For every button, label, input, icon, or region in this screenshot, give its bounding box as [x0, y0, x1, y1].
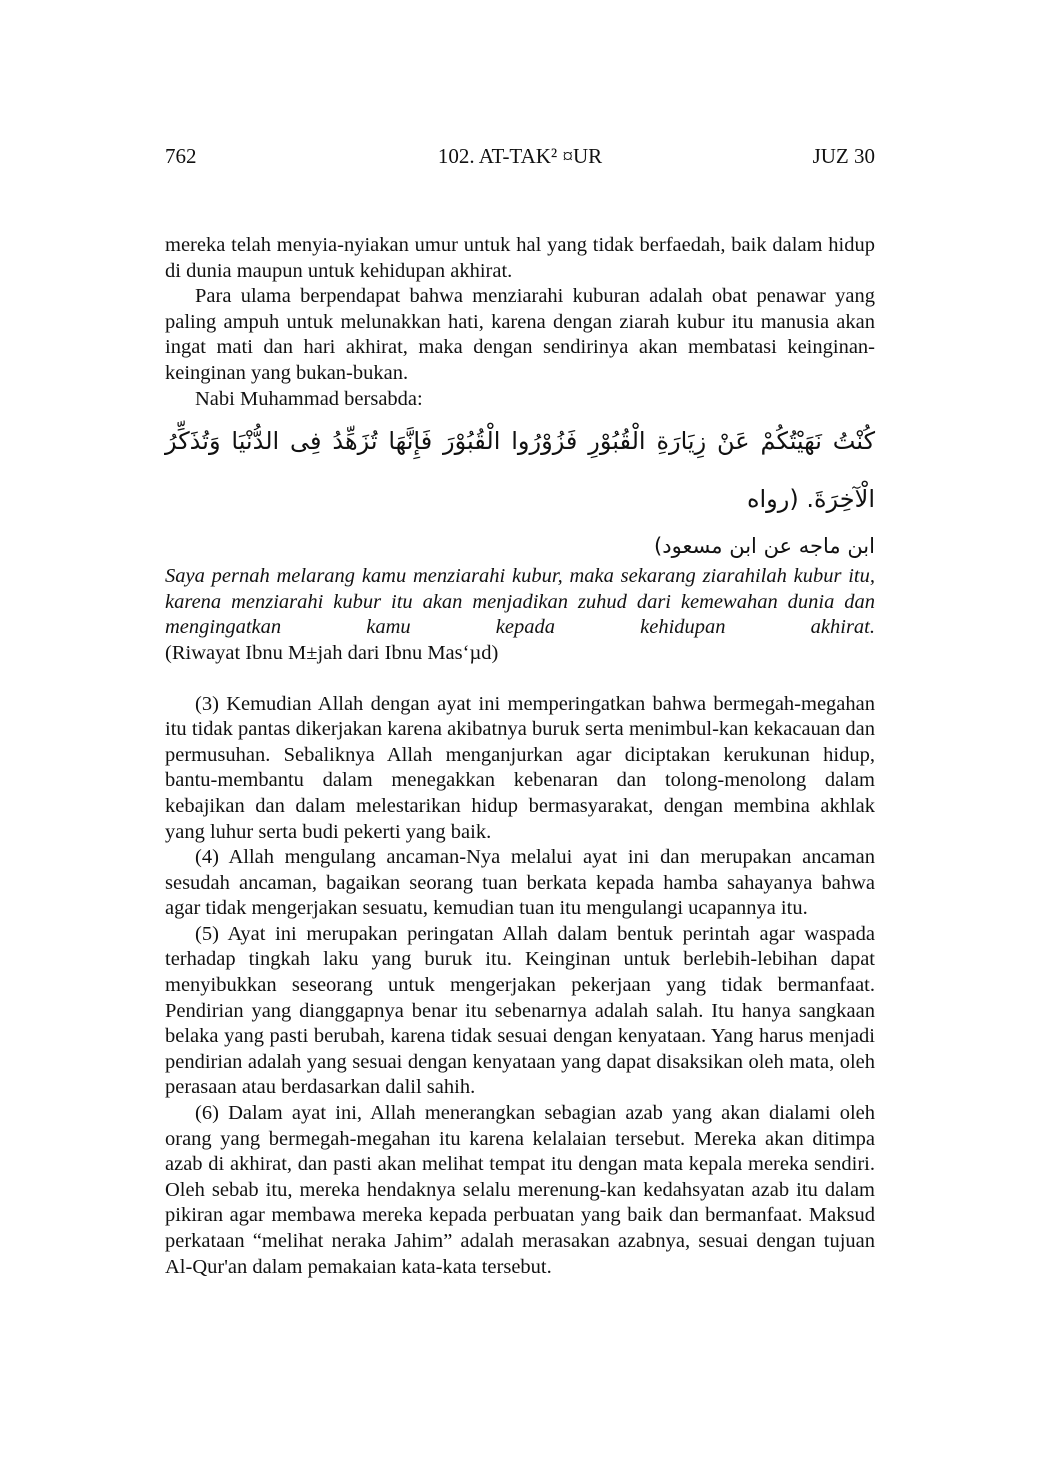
juz-label: JUZ 30: [812, 144, 875, 168]
page-header: [165, 144, 875, 174]
paragraph-verse-5: (5) Ayat ini merupakan peringatan Allah dalam bentuk perintah agar waspada terhadap tingkah laku yang buruk itu. Keinginan untuk berlebih-lebihan dapat menyibukkan seseorang untuk mengerjakan pekerjaan yang tidak bermanfaat. Pendirian yang dianggapnya benar itu sebenarnya adalah salah. Itu hanya sangkaan belaka yang pasti berubah, karena tidak sesuai dengan kenyataan. Yang harus menjadi pendirian adalah yang sesuai dengan kenyataan yang dapat disaksikan oleh mata, oleh perasaan atau berdasarkan dalil sahih.: [165, 922, 875, 1099]
paragraph-verse-6: (6) Dalam ayat ini, Allah menerangkan sebagian azab yang akan dialami oleh orang yang bermegah-megahan itu karena kelalaian tersebut. Mereka akan ditimpa azab di akhirat, dan pasti akan melihat tempat itu dengan mata kepala mereka sendiri. Oleh sebab itu, mereka hendaknya selalu merenung-kan kedahsyatan azab itu dalam pikiran agar membawa mereka kepada perbuatan yang baik dan bermanfaat. Maksud perkataan “melihat neraka Jahim” adalah merasakan azabnya, sesuai dengan tujuan Al-Qur'an dalam pemakaian kata-kata tersebut.: [165, 1102, 875, 1278]
paragraph-verse-3: (3) Kemudian Allah dengan ayat ini memperingatkan bahwa bermegah-megahan itu tidak pantas dikerjakan karena akibatnya buruk serta menimbul-kan kekacauan dan permusuhan. Sebaliknya Allah menganjurkan agar diciptakan kerukunan hidup, bantu-membantu dalam menegakkan kebenaran dan tolong-menolong dalam kebajikan dan dalam melestarikan hidup bermasyarakat, dengan membina akhlak yang luhur serta budi pekerti yang baik.: [165, 692, 875, 843]
paragraph-ziarah: Para ulama berpendapat bahwa menziarahi kuburan adalah obat penawar yang paling ampuh untuk melunakkan hati, karena dengan ziarah kubur itu manusia akan ingat mati dan hari akhirat, maka dengan sendirinya akan membatasi keinginan-keinginan yang bukan-bukan.: [165, 285, 875, 384]
page-number: 762: [165, 144, 197, 168]
arabic-hadith-line2: ابن ماجه عن ابن مسعود): [654, 534, 875, 559]
arabic-hadith-line1: كُنْتُ نَهَيْتُكُمْ عَنْ زِيَارَةِ الْقُبُوْرِ فَزُوْرُوا الْقُبُوْرَ فَإِنَّهَا تُزَهِّدُ فِى الدُّنْيَا وَتُذَكِّرُ الْآخِرَةَ. (رواه: [165, 427, 875, 514]
hadith-source: (Riwayat Ibnu M±jah dari Ibnu Mas‘µd): [165, 641, 499, 664]
paragraph-continuation: mereka telah menyia-nyiakan umur untuk hal yang tidak berfaedah, baik dalam hidup di dunia maupun untuk kehidupan akhirat.: [165, 234, 875, 282]
hadith-translation: Saya pernah melarang kamu menziarahi kubur, maka sekarang ziarahilah kubur itu, karena menziarahi kubur itu akan menjadikan zuhud dari kemewahan dunia dan mengingatkan kamu kepada kehidupan akhirat.: [165, 565, 875, 639]
paragraph-hadith-intro: Nabi Muhammad bersabda:: [195, 387, 423, 410]
surah-title: 102. AT-TAK² ¤UR: [437, 144, 603, 168]
body-text: [165, 233, 875, 1280]
paragraph-verse-4: (4) Allah mengulang ancaman-Nya melalui ayat ini dan merupakan ancaman sesudah ancaman, bagaikan seorang tuan berkata kepada hamba sahayanya bahwa agar tidak mengerjakan sesuatu, kemudian tuan itu mengulangi ucapannya itu.: [165, 846, 875, 920]
